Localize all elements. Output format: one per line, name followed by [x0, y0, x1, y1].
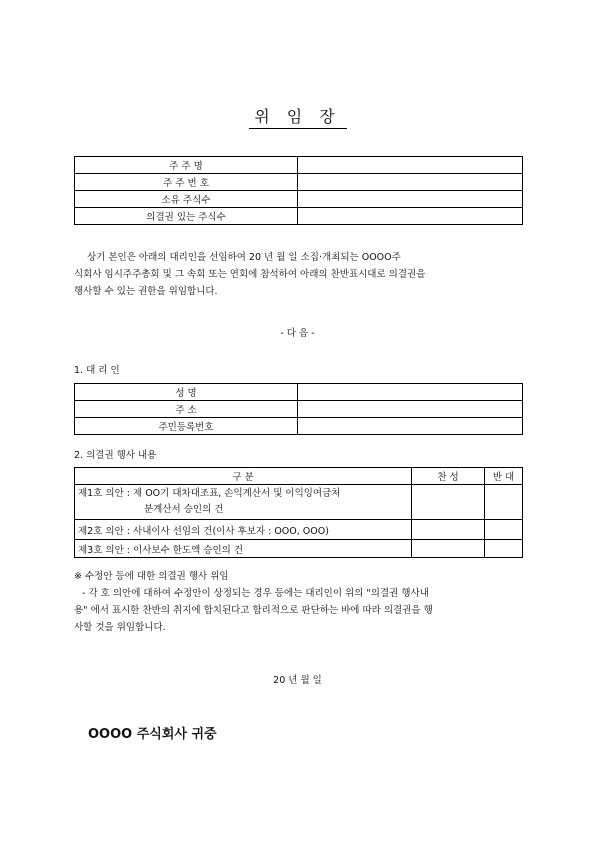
agenda-item-2: 제2호 의안 : 사내이사 선임의 건(이사 후보자 : OOO, OOO): [75, 520, 412, 540]
oppose-cell-1[interactable]: [485, 485, 523, 520]
proxy-id-field[interactable]: [298, 418, 523, 435]
table-row: [75, 520, 523, 540]
delegation-paragraph-line1: 상기 본인은 아래의 대리인을 선임하여 20 년 월 일 소집·개최되는 OOOO주: [87, 252, 401, 263]
document-title: 위 임 장: [254, 107, 341, 126]
agenda-item-1: [75, 485, 412, 520]
proxy-address-label: 주 소: [75, 401, 298, 418]
amendment-note-line2: 용" 에서 표시한 찬반의 취지에 합치된다고 합리적으로 판단하는 바에 따라 의결권을 행: [74, 605, 433, 616]
voting-shares-field[interactable]: [298, 208, 523, 225]
table-row: [75, 384, 523, 401]
shareholder-name-field[interactable]: [298, 157, 523, 174]
shareholder-name-label: 주 주 명: [75, 157, 298, 174]
agenda-item-1-line2: 분계산서 승인의 건: [144, 504, 224, 515]
shareholder-number-field[interactable]: [298, 174, 523, 191]
shareholder-number-label: 주 주 번 호: [75, 174, 298, 191]
owned-shares-label: 소유 주식수: [75, 191, 298, 208]
voting-table: [74, 467, 523, 558]
separator-heading: - 다 음 -: [280, 328, 315, 339]
delegation-paragraph-line3: 행사할 수 있는 권한을 위임합니다.: [74, 286, 218, 297]
approve-cell-1[interactable]: [412, 485, 485, 520]
oppose-cell-3[interactable]: [485, 540, 523, 558]
agenda-item-3: 제3호 의안 : 이사보수 한도액 승인의 건: [75, 540, 412, 558]
approve-cell-2[interactable]: [412, 520, 485, 540]
proxy-id-label: 주민등록번호: [75, 418, 298, 435]
table-row: [75, 540, 523, 558]
proxy-name-label: 성 명: [75, 384, 298, 401]
addressee: OOOO 주식회사 귀중: [88, 727, 217, 742]
table-row: [75, 174, 523, 191]
header-oppose: 반 대: [485, 468, 523, 485]
title-underline: [249, 128, 347, 129]
table-row: [75, 208, 523, 225]
owned-shares-field[interactable]: [298, 191, 523, 208]
shareholder-table: [74, 156, 523, 225]
voting-shares-label: 의결권 있는 주식수: [75, 208, 298, 225]
amendment-note-line3: 사할 것을 위임합니다.: [74, 622, 166, 633]
table-row: [75, 418, 523, 435]
table-row: [75, 401, 523, 418]
table-header-row: [75, 468, 523, 485]
approve-cell-3[interactable]: [412, 540, 485, 558]
section-proxy-heading: 1. 대 리 인: [74, 365, 120, 376]
date-line: 20 년 월 일: [273, 675, 322, 686]
oppose-cell-2[interactable]: [485, 520, 523, 540]
amendment-note-heading: ※ 수정안 등에 대한 의결권 행사 위임: [74, 571, 229, 582]
table-row: [75, 191, 523, 208]
agenda-item-1-line1: 제1호 의안 : 제 OO기 대차대조표, 손익계산서 및 이익잉여금처: [78, 488, 341, 499]
amendment-note-line1: - 각 호 의안에 대하여 수정안이 상정되는 경우 등에는 대리인이 위의 "의결권 행사내: [82, 588, 429, 599]
proxy-table: [74, 383, 523, 435]
table-row: [75, 157, 523, 174]
table-row: [75, 485, 523, 520]
proxy-address-field[interactable]: [298, 401, 523, 418]
delegation-paragraph-line2: 식회사 임시주주총회 및 그 속회 또는 연회에 참석하여 아래의 찬반표시대로 의결권을: [74, 269, 426, 280]
section-voting-heading: 2. 의결권 행사 내용: [74, 450, 157, 461]
proxy-name-field[interactable]: [298, 384, 523, 401]
header-category: 구 분: [75, 468, 412, 485]
header-approve: 찬 성: [412, 468, 485, 485]
